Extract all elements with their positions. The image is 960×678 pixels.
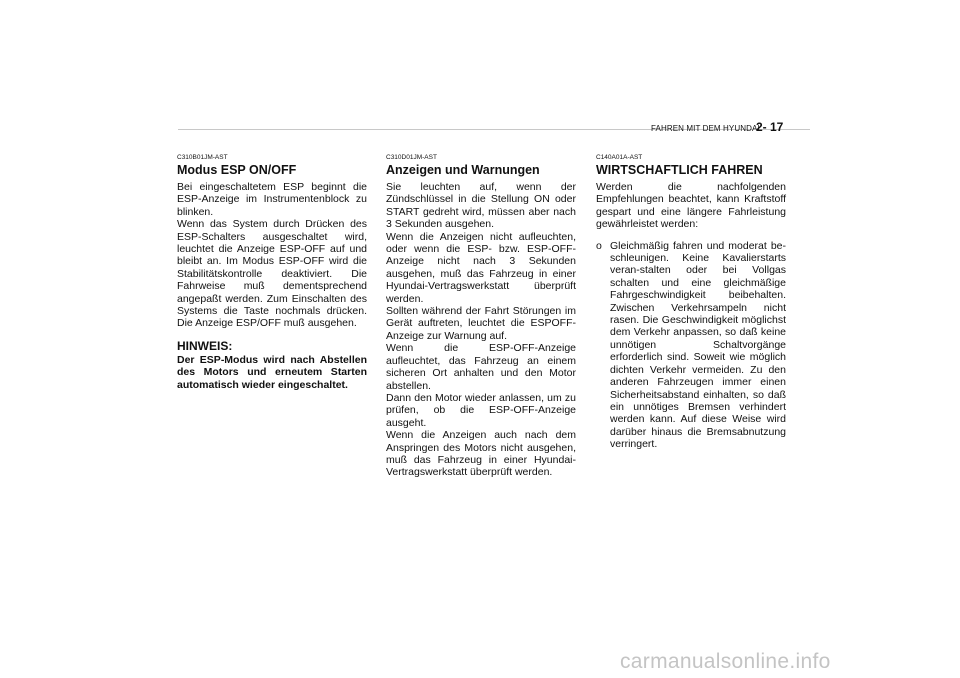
watermark: carmanualsonline.info — [620, 650, 831, 673]
note-heading: HINWEIS: — [177, 338, 233, 353]
paragraph: Wenn die ESP-OFF-Anzeige aufleuchtet, das Fahrzeug an einem sicheren Ort anhalten und den Motor abstellen. — [386, 342, 576, 392]
paragraph: Dann den Motor wieder anlassen, um zu prüfen, ob die ESP-OFF-Anzeige ausgeht. — [386, 391, 576, 429]
paragraph: Bei eingeschaltetem ESP beginnt die ESP-Anzeige im Instrumentenblock zu blinken. — [177, 181, 367, 218]
column-economical-driving — [596, 154, 786, 451]
paragraph: Wenn die Anzeigen auch nach dem Anspringen des Motors nicht ausgehen, muß das Fahrzeug in einer Hyundai-Vertragswerkstatt überprüft werden. — [386, 429, 576, 479]
section-code: C140A01A-AST — [596, 154, 643, 161]
section-heading: Anzeigen und Warnungen — [386, 163, 540, 177]
bullet-text: Gleichmäßig fahren und moderat be-schleunigen. Keine Kavalierstarts veran-stalten oder bei Vollgas schalten und eine gleichmäßige Fahrgeschwindigkeit beibehalten. Zwischen Verkehrsampeln nicht rasen. Die Geschwindigkeit möglichst dem Verkehr anpassen, so daß keine unnötigen Schaltvorgänge erforderlich sind. Soweit wie möglich dichten Verkehr vermeiden. Zu den anderen Fahrzeugen immer einen Sicherheitsabstand einhalten, so daß ein unnötiges Bremsen verhindert werden kann. Auf diese Weise wird darüber hinaus die Bremsabnutzung verringert. — [610, 239, 786, 451]
column-esp-mode — [177, 154, 367, 391]
paragraph: Wenn die Anzeigen nicht aufleuchten, oder wenn die ESP- bzw. ESP-OFF-Anzeige nicht nach 3 Sekunden ausgehen, muß das Fahrzeug in einer Hyundai-Vertragswerkstatt überprüft werden. — [386, 230, 576, 305]
paragraph: Wenn das System durch Drücken des ESP-Schalters ausgeschaltet wird, leuchtet die Anzeige ESP-OFF auf und bleibt an. Im Modus ESP-OFF wird die Stabilitätskontrolle deaktiviert. Die Fahrweise muß dementsprechend angepaßt werden. Zum Einschalten des Systems die Taste nochmals drücken. Die Anzeige ESP/OFF muß ausgehen. — [177, 218, 367, 330]
bullet-item — [596, 240, 786, 451]
header-section-title: FAHREN MIT DEM HYUNDAI — [651, 124, 760, 133]
paragraph: Sie leuchten auf, wenn der Zündschlüssel in die Stellung ON oder START gedreht wird, müssen aber nach 3 Sekunden ausgehen. — [386, 181, 576, 231]
page-number: 2- 17 — [756, 120, 784, 134]
section-code: C310D01JM-AST — [386, 154, 437, 161]
note-text: Der ESP-Modus wird nach Abstellen des Motors und erneutem Starten automatisch wieder eingeschaltet. — [177, 353, 367, 391]
section-heading: Modus ESP ON/OFF — [177, 163, 297, 177]
section-code: C310B01JM-AST — [177, 154, 228, 161]
column-indicators-warnings — [386, 154, 576, 479]
paragraph: Werden die nachfolgenden Empfehlungen beachtet, kann Kraftstoff gespart und eine längere Fahrleistung gewährleistet werden: — [596, 181, 786, 231]
bullet-marker: o — [596, 239, 602, 252]
section-heading: WIRTSCHAFTLICH FAHREN — [596, 163, 763, 177]
paragraph: Sollten während der Fahrt Störungen im Gerät auftreten, leuchtet die ESPOFF-Anzeige zur Warnung auf. — [386, 305, 576, 342]
